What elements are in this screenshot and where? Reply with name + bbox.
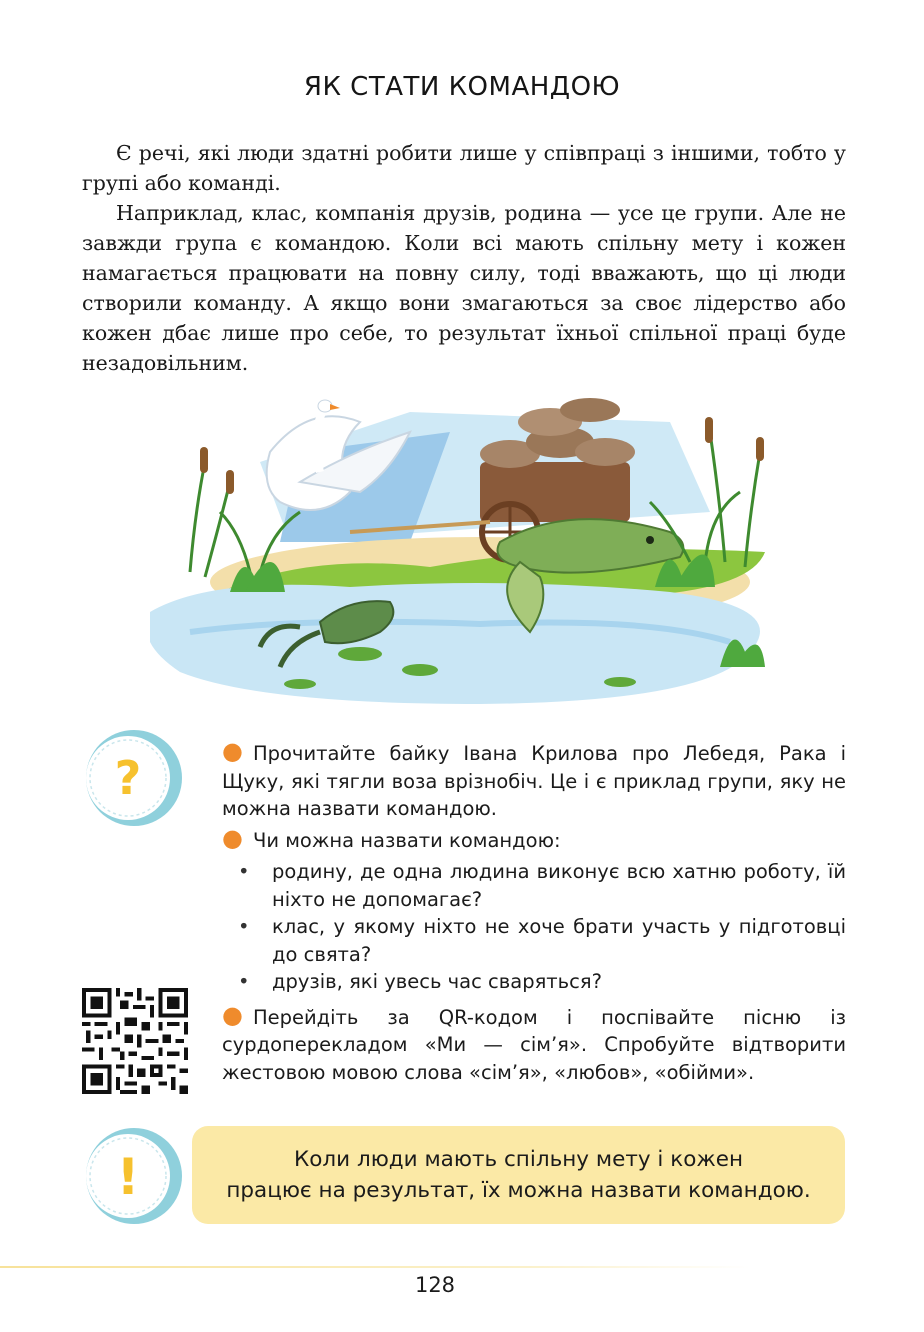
fable-illustration [150,392,780,710]
svg-text:!: ! [116,1148,140,1206]
task-item-2: ● Чи можна назвати командою: [222,823,561,852]
subitem-3: • друзів, які увесь час сваряться? [222,968,846,996]
task-item-3: ● Перейдіть за QR-кодом і поспівайте пісню із сурдоперекладом «Ми — сім’я». Спробуйте відтворити жестовою мовою слова «сім’я», «любов», «обійми». [222,1000,846,1084]
task-list [222,737,846,1090]
page-number: 128 [414,1273,456,1297]
intro-text [82,138,846,378]
bullet-icon: ● [222,1000,243,1029]
task-subitems [222,858,846,996]
bullet-icon: ● [222,737,243,765]
page-title: ЯК СТАТИ КОМАНДОЮ [303,72,621,102]
task-item-1: ● Прочитайте байку Івана Крилова про Лебедя, Рака і Щуку, які тягли воза врізнобіч. Це і є приклад групи, яку не можна назвати командою. [222,737,846,820]
subitem-1: • родину, де одна людина виконує всю хатню роботу, їй ніхто не допомагає? [222,858,846,913]
bullet-icon: ● [222,823,243,852]
svg-text:?: ? [114,751,142,805]
note-line-1: Коли люди мають спільну мету і кожен [293,1147,743,1172]
intro-paragraph-1: Є речі, які люди здатні робити лише у співпраці з іншими, тобто у групі або команді. [82,141,846,195]
note-line-2: працює на результат, їх можна назвати командою. [226,1178,811,1203]
exclamation-badge-icon [82,1126,182,1226]
footer-divider [0,1266,750,1268]
qr-code[interactable] [82,988,188,1094]
question-badge-icon [82,728,182,828]
subitem-2: • клас, у якому ніхто не хоче брати участь у підготовці до свята? [222,913,846,968]
intro-paragraph-2: Наприклад, клас, компанія друзів, родина — усе це групи. Але не завжди група є командою. Коли всі мають спільну мету і кожен намагається працювати на повну силу, тоді вважають, що ці люди створили команду. А якщо вони змагаються за своє лідерство або кожен дбає лише про себе, то результат їхньої спільної праці буде незадовільним. [82,201,846,375]
conclusion-note [192,1126,845,1224]
